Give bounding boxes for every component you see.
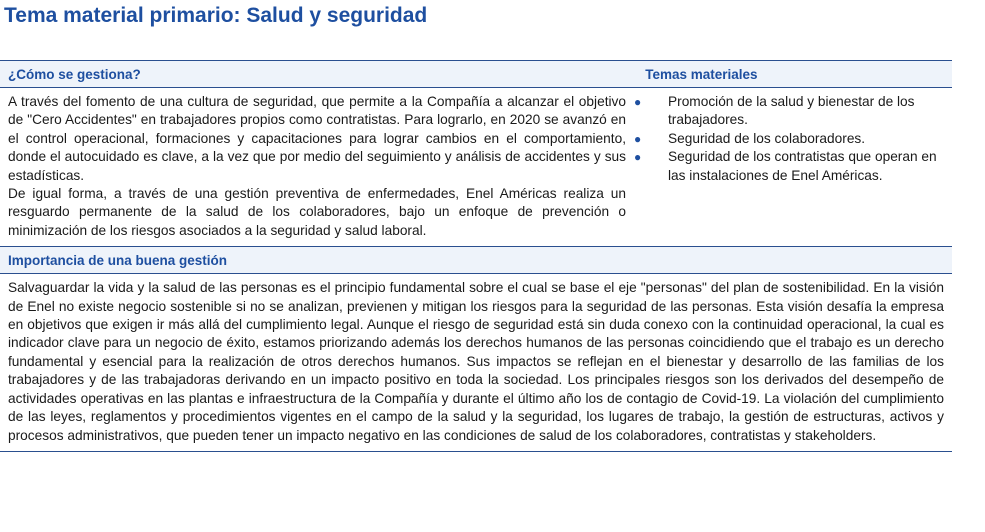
how-managed-text bbox=[0, 88, 632, 246]
material-topics-header: Temas materiales bbox=[645, 67, 758, 82]
bullet-icon: ● bbox=[634, 131, 642, 146]
topic-text: Seguridad de los contratistas que operan en las instalaciones de Enel Américas. bbox=[668, 149, 937, 183]
topic-text: Promoción de la salud y bienestar de los trabajadores. bbox=[668, 94, 915, 128]
section1-body-row bbox=[0, 88, 952, 247]
section1-header-row bbox=[0, 60, 952, 88]
list-item bbox=[632, 93, 948, 130]
list-item bbox=[632, 148, 948, 185]
importance-text bbox=[0, 274, 952, 452]
management-paragraph: A través del fomento de una cultura de seguridad, que permite a la Compañía a alcanzar el objetivo de "Cero Accidentes" en trabajadores propios como contratistas. Para lograrlo, en 2020 se avanzó en el control operacional, formaciones y capacitaciones para lograr cambios en el comportamiento, donde el autocuidado es clave, a la vez que por medio del seguimiento y análisis de accidentes y sus estadísticas. bbox=[8, 94, 626, 183]
section2-header-row bbox=[0, 247, 952, 274]
importance-header: Importancia de una buena gestión bbox=[8, 253, 228, 269]
bullet-icon: ● bbox=[634, 95, 642, 109]
bullet-icon: ● bbox=[634, 150, 642, 165]
page-title: Tema material primario: Salud y seguridad bbox=[4, 4, 428, 27]
topic-text: Seguridad de los colaboradores. bbox=[668, 130, 866, 146]
list-item bbox=[632, 130, 948, 148]
content-table bbox=[0, 60, 952, 452]
importance-paragraph: Salvaguardar la vida y la salud de las personas es el principio fundamental sobre el cual se base el eje "personas" del plan de sostenibilidad. En la visión de Enel no existe negocio sostenible si no se analizan, previenen y mitigan los riesgos para la seguridad de las personas. Esta visión desafía la empresa en objetivos que exigen ir más allá del cumplimiento legal. Aunque el riesgo de seguridad está sin duda conexo con la continuidad operacional, la cual es indicador clave para un negocio de éxito, estamos priorizando además los derechos humanos de las personas coincidiendo que el trabajo es un derecho fundamental y esencial para la realización de otros derechos humanos. Sus impactos se reflejan en el bienestar y desarrollo de las familias de los trabajadores y de las trabajadoras derivando en un impacto positivo en toda la sociedad. Los principales riesgos son los derivados del desempeño de actividades operativas en las plantas e infraestructura de la Compañía y durante el último año los de contagio de Covid-19. La violación del cumplimiento de las leyes, reglamentos y procedimientos vigentes en el campo de la salud y la seguridad, los lugares de trabajo, la gestión de estructuras, activos y procesos administrativos, que pueden tener un impacto negativo en las condiciones de salud de los colaboradores, contratistas y stakeholders. bbox=[8, 280, 944, 443]
management-paragraph: De igual forma, a través de una gestión preventiva de enfermedades, Enel Américas realiza un resguardo permanente de la salud de los colaboradores, bajo un enfoque de prevención o minimización de los riesgos asociados a la seguridad y salud laboral. bbox=[8, 186, 626, 238]
how-managed-header: ¿Cómo se gestiona? bbox=[8, 67, 141, 82]
material-topics-list bbox=[632, 88, 952, 246]
